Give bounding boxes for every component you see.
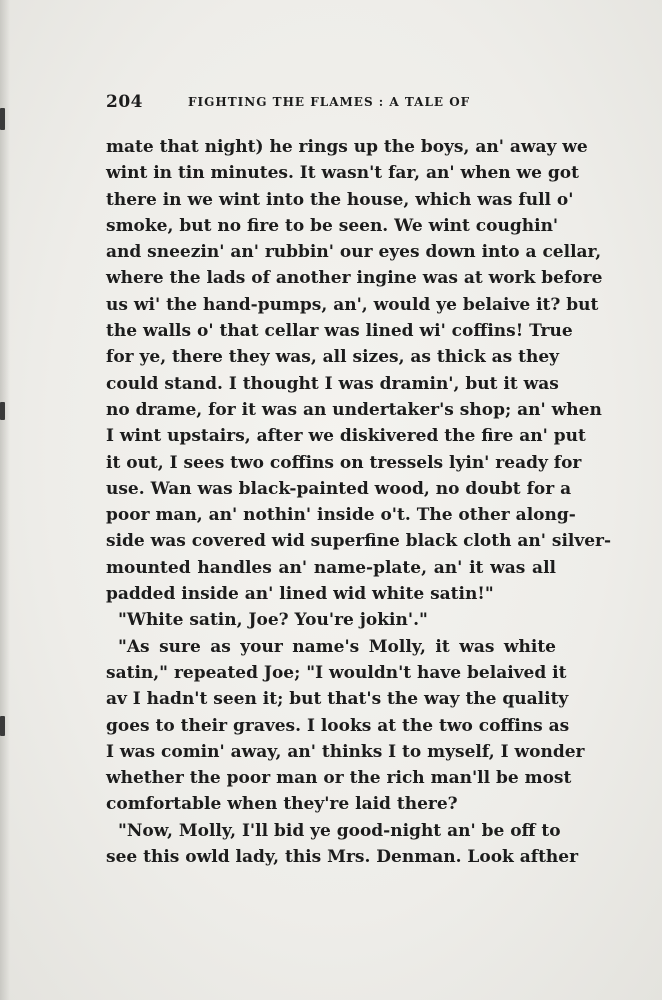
text-line: whether the poor man or the rich man'll be most <box>106 768 572 789</box>
text-line: the walls o' that cellar was lined wi' coffins! True <box>106 321 573 342</box>
text-line: it out, I sees two coffins on tressels lyin' ready for <box>106 452 582 473</box>
text-line: side was covered wid superfine black cloth an' silver- <box>106 531 612 552</box>
text-line: no drame, for it was an undertaker's shop; an' when <box>106 399 602 420</box>
text-line: there in we wint into the house, which was full o' <box>106 189 574 210</box>
text-line: "White satin, Joe? You're jokin'." <box>118 610 428 631</box>
text-line: mounted handles an' name-plate, an' it was all <box>106 557 556 578</box>
margin-mark <box>0 402 5 420</box>
margin-mark <box>0 716 5 736</box>
margin-mark <box>0 108 5 130</box>
text-line: I wint upstairs, after we diskivered the fire an' put <box>106 426 586 447</box>
text-line: "Now, Molly, I'll bid ye good-night an' be off to <box>118 820 561 841</box>
text-line: see this owld lady, this Mrs. Denman. Look afther <box>106 847 579 868</box>
text-line: smoke, but no fire to be seen. We wint coughin' <box>106 215 559 236</box>
text-line: av I hadn't seen it; but that's the way the quality <box>106 689 569 710</box>
page-header <box>106 92 556 116</box>
text-line: "As sure as your name's Molly, it was white <box>118 636 556 657</box>
text-line: wint in tin minutes. It wasn't far, an' when we got <box>106 163 579 184</box>
text-line: mate that night) he rings up the boys, an' away we <box>106 137 588 157</box>
body-text <box>106 134 612 870</box>
text-line: us wi' the hand-pumps, an', would ye belaive it? but <box>106 294 599 315</box>
text-line: where the lads of another ingine was at work before <box>106 268 603 289</box>
running-head: FIGHTING THE FLAMES : A TALE OF <box>188 95 471 109</box>
text-line: could stand. I thought I was dramin', but it was <box>106 373 559 394</box>
text-line: padded inside an' lined wid white satin!" <box>106 584 494 605</box>
text-line: and sneezin' an' rubbin' our eyes down into a cellar, <box>106 242 602 263</box>
text-line: use. Wan was black-painted wood, no doubt for a <box>106 478 572 499</box>
text-line: for ye, there they was, all sizes, as thick as they <box>106 347 560 368</box>
text-line: I was comin' away, an' thinks I to myself, I wonder <box>106 741 585 762</box>
text-line: satin," repeated Joe; "I wouldn't have belaived it <box>106 662 567 683</box>
page-spine-shadow <box>0 0 10 1000</box>
text-line: poor man, an' nothin' inside o't. The other along- <box>106 505 576 526</box>
page-number: 204 <box>106 92 143 112</box>
text-line: comfortable when they're laid there? <box>106 794 458 815</box>
text-line: goes to their graves. I looks at the two coffins as <box>106 715 570 736</box>
